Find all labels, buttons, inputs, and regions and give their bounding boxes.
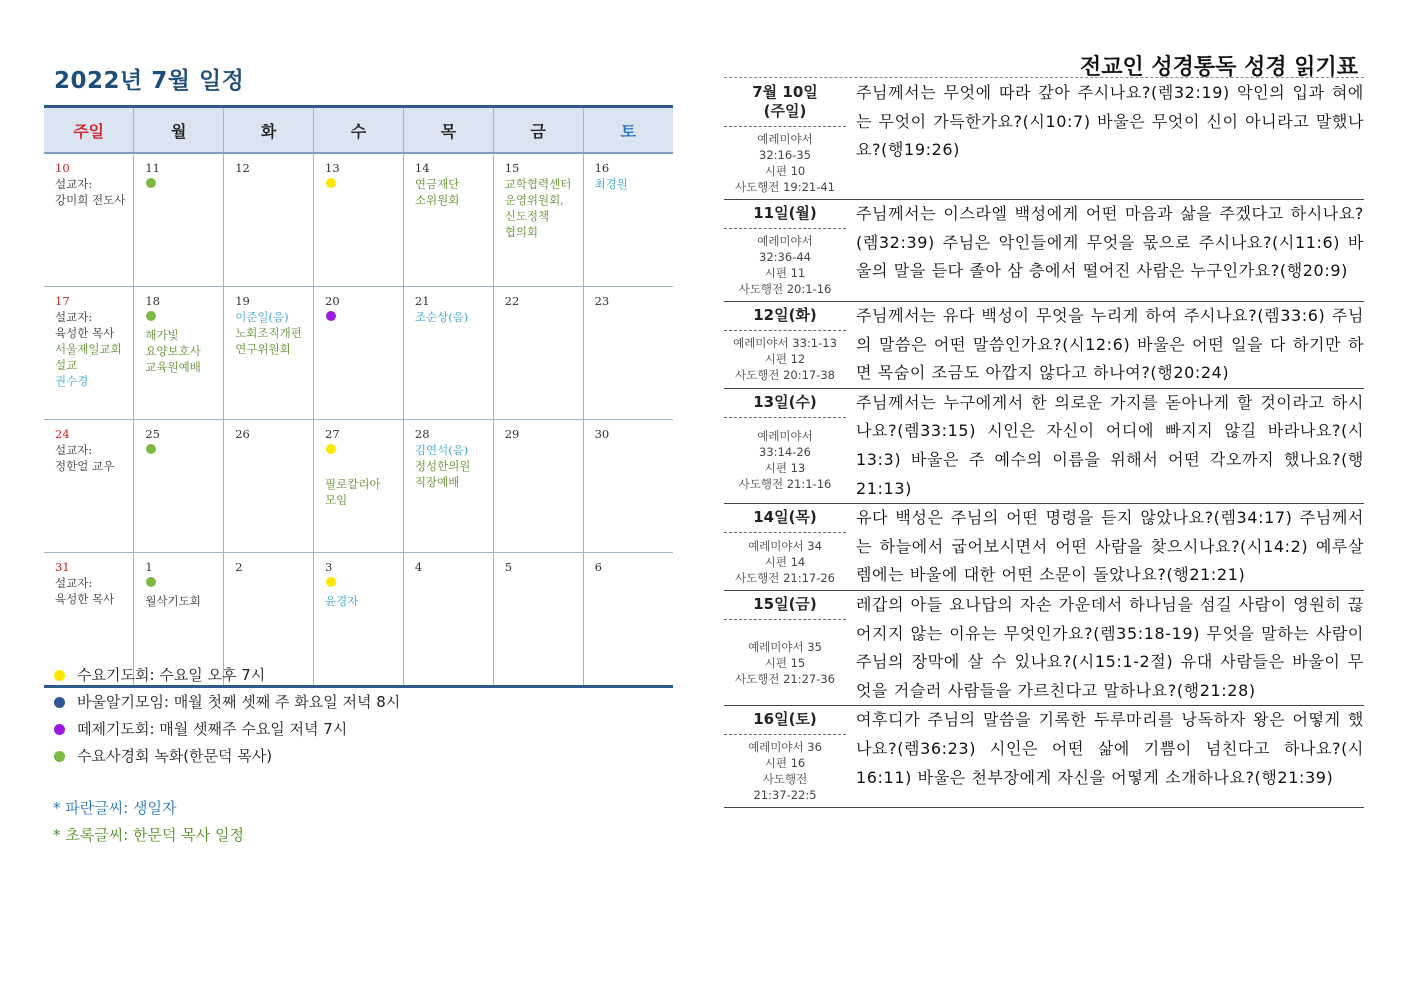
green-dot-icon (146, 444, 156, 454)
legend-item-taize-prayer (54, 716, 400, 743)
purple-dot-icon (54, 724, 65, 735)
legend-label: 수요사경회 녹화(한문덕 목사) (77, 747, 273, 765)
day-number: 28 (414, 427, 430, 441)
event-text: 조순상(음) (414, 310, 469, 324)
event-text: 설교자: (55, 443, 93, 457)
weekday-mon: 월 (134, 107, 224, 154)
event-text: 설교자: (55, 310, 93, 324)
event-text: 월삭기도회 (145, 594, 201, 608)
day-number: 5 (504, 560, 513, 574)
day-number: 26 (235, 427, 250, 441)
reading-date-line: 14일(목) (753, 508, 817, 527)
event-text: 필로칼리아 (325, 477, 381, 491)
reading-date (724, 591, 846, 620)
reading-reference: 예레미야서 (757, 234, 813, 248)
reading-questions: 여후디가 주님의 말씀을 기록한 두루마리를 낭독하자 왕은 어떻게 했나요?(렘36:23) 시인은 어떤 삶에 기쁨이 넘친다고 하나요?(시16:11) 바울은 천부장에게 자신을 어떻게 소개하나요?(행21:39) (856, 710, 1364, 787)
reading-reference: 사도행전 (762, 772, 808, 787)
reading-entry (724, 591, 1364, 706)
calendar-day-cell (224, 153, 314, 287)
event-text: 육성한 목사 (55, 326, 115, 340)
reading-reference: 사도행전 21:27-36 (734, 671, 835, 686)
event-text: 노회조직개편 (235, 326, 302, 340)
calendar-title: 2022년 7월 일정 (54, 68, 245, 94)
calendar-day-cell (583, 153, 673, 287)
reading-references (724, 331, 846, 388)
color-notes (53, 795, 244, 849)
reading-entry-meta (724, 504, 846, 590)
day-number: 31 (55, 560, 70, 574)
day-number: 11 (145, 161, 160, 175)
weekday-thu: 목 (403, 107, 493, 154)
weekday-header-row (44, 107, 673, 154)
reading-reference: 32:36-44 (759, 250, 811, 264)
weekday-sun: 주일 (44, 107, 134, 154)
calendar-day-cell (493, 287, 583, 420)
reading-references (724, 418, 846, 503)
reading-reference: 예레미야서 35 (748, 639, 822, 654)
event-text: 정성한의원 (414, 459, 471, 473)
purple-dot-icon (326, 311, 336, 321)
reading-date (724, 389, 846, 418)
reading-entry (724, 302, 1364, 389)
weekday-tue: 화 (224, 107, 314, 154)
calendar-day-cell (314, 287, 404, 420)
calendar-day-cell (583, 553, 673, 687)
reading-reference: 시편 10 (764, 164, 806, 178)
reading-date (724, 504, 846, 533)
reading-entry (724, 200, 1364, 302)
event-text: 연금재단 (414, 177, 460, 191)
event-text: 해가빛 (145, 328, 179, 342)
reading-reference: 시편 13 (764, 461, 806, 476)
day-number: 27 (325, 427, 340, 441)
reading-entry (724, 706, 1364, 808)
reading-entry (724, 79, 1364, 200)
event-text: 최경원 (594, 177, 628, 191)
day-number: 3 (325, 560, 333, 574)
calendar-day-cell (44, 287, 134, 420)
legend-label: 떼제기도회: 매월 셋째주 수요일 저녁 7시 (77, 720, 348, 738)
reading-entry-meta (724, 302, 846, 388)
calendar-day-cell (44, 420, 134, 553)
reading-date (724, 706, 846, 735)
reading-questions: 주님께서는 누구에게서 한 의로운 가지를 돋아나게 할 것이라고 하시나요?(렘33:15) 시인은 자신이 어디에 빠지지 않길 바라나요?(시13:3) 바울은 주 예수의 이름을 위해서 어떤 각오까지 했나요?(행21:13) (856, 392, 1364, 498)
reading-date (724, 200, 846, 229)
reading-reference: 예레미야서 (757, 132, 813, 146)
reading-reference: 시편 15 (764, 655, 806, 670)
reading-date-line: 15일(금) (753, 594, 817, 613)
day-number: 19 (235, 294, 250, 308)
day-number: 10 (55, 161, 70, 175)
reading-date (724, 79, 846, 127)
reading-date (724, 302, 846, 331)
reading-entry (724, 504, 1364, 591)
reading-questions: 유다 백성은 주님의 어떤 명령을 듣지 않았나요?(렘34:17) 주님께서는 하늘에서 굽어보시면서 어떤 사람을 찾으시나요?(시14:2) 예루살렘에는 바울에 대한 어떤 소문이 돌았나요?(행21:21) (856, 508, 1364, 585)
event-text: 이준일(음) (235, 310, 289, 324)
reading-plan-list (724, 79, 1364, 808)
event-text: 협의회 (504, 225, 539, 239)
event-text: 신도정책 (504, 209, 550, 223)
calendar-day-cell (44, 153, 134, 287)
legend-item-wednesday-prayer (54, 662, 400, 689)
yellow-dot-icon (54, 670, 65, 681)
reading-plan-title: 전교인 성경통독 성경 읽기표 (1080, 55, 1359, 80)
calendar-day-cell (583, 420, 673, 553)
event-text: 운영위원회, (504, 193, 564, 207)
event-text: 설교 (55, 358, 78, 372)
day-number: 24 (55, 427, 70, 441)
reading-references (724, 533, 846, 590)
legend-item-paul-study (54, 689, 400, 716)
calendar-day-cell (134, 420, 224, 553)
reading-date-line: 16일(토) (753, 710, 817, 729)
calendar-week-row (44, 420, 673, 553)
event-text: 교학협력센터 (504, 177, 572, 191)
reading-questions: 주님께서는 무엇에 따라 갚아 주시나요?(렘32:19) 악인의 입과 혀에는 무엇이 가득한가요?(시10:7) 바울은 무엇이 신이 아니라고 말했나요?(행19:26) (856, 83, 1364, 160)
yellow-dot-icon (326, 444, 336, 454)
event-text: 교육원예배 (145, 360, 201, 374)
green-dot-icon (54, 751, 65, 762)
reading-questions: 주님께서는 이스라엘 백성에게 어떤 마음과 삶을 주겠다고 하시나요?(렘32:39) 주님은 악인들에게 무엇을 몫으로 주시나요?(시11:6) 바울의 말을 듣다 졸아 삼 층에서 떨어진 사람은 누구인가요?(행20:9) (856, 204, 1364, 281)
reading-reference: 시편 14 (764, 554, 806, 569)
reading-reference: 32:16-35 (759, 148, 811, 162)
calendar-day-cell (493, 420, 583, 553)
calendar-day-cell (403, 553, 493, 687)
reading-reference: 사도행전 20:17-38 (734, 368, 835, 383)
reading-reference: 사도행전 21:17-26 (734, 570, 835, 585)
day-number: 18 (145, 294, 160, 308)
event-text: 권수경 (55, 374, 89, 388)
calendar-day-cell (403, 287, 493, 420)
event-text: 윤경자 (325, 594, 359, 608)
reading-reference: 예레미야서 33:1-13 (733, 336, 837, 351)
event-text: 서울제일교회 (55, 342, 122, 356)
day-number: 22 (504, 294, 520, 308)
reading-reference: 사도행전 21:1-16 (738, 477, 832, 492)
calendar-day-cell (583, 287, 673, 420)
reading-references (724, 735, 846, 807)
reading-entry-meta (724, 706, 846, 807)
calendar-day-cell (403, 153, 493, 287)
calendar-day-cell (493, 553, 583, 687)
reading-entry (724, 389, 1364, 504)
weekday-fri: 금 (493, 107, 583, 154)
reading-references (724, 620, 846, 705)
reading-reference: 사도행전 20:1-16 (738, 282, 832, 296)
calendar-day-cell (224, 420, 314, 553)
day-number: 29 (504, 427, 520, 441)
day-number: 16 (594, 161, 610, 175)
yellow-dot-icon (326, 577, 336, 587)
navy-dot-icon (54, 697, 65, 708)
event-text: 소위원회 (414, 193, 460, 207)
calendar-week-row (44, 287, 673, 420)
reading-reference: 사도행전 19:21-41 (734, 180, 835, 194)
calendar-table (44, 105, 673, 688)
day-number: 23 (594, 294, 610, 308)
event-text: 요양보호사 (145, 344, 201, 358)
legend-label: 바울알기모임: 매월 첫째 셋째 주 화요일 저녁 8시 (77, 693, 401, 711)
event-text (325, 460, 403, 476)
event-text: 육성한 목사 (55, 592, 115, 606)
reading-reference: 33:14-26 (759, 445, 811, 460)
reading-entry-meta (724, 200, 846, 301)
reading-entry-meta (724, 591, 846, 705)
reading-reference: 예레미야서 36 (748, 740, 822, 755)
reading-reference: 예레미야서 34 (748, 538, 822, 553)
day-number: 30 (594, 427, 610, 441)
reading-references (724, 229, 846, 301)
reading-questions: 레갑의 아들 요나답의 자손 가운데서 하나님을 섬길 사람이 영원히 끊어지지 않는 이유는 무엇인가요?(렘35:18-19) 무엇을 말하는 사람이 주님의 장막에 살 수 있나요?(시15:1-2절) 유대 사람들은 바울이 무엇을 거슬러 사람들을 가르친다고 말하나요?(행21:28) (856, 594, 1364, 700)
reading-reference: 시편 16 (764, 756, 806, 771)
event-text: 설교자: (55, 177, 93, 191)
reading-date-line: (주일) (763, 102, 807, 120)
green-dot-icon (146, 311, 156, 321)
event-text: 정한얼 교우 (55, 459, 115, 473)
event-text: 모임 (325, 493, 348, 507)
day-number: 25 (145, 427, 160, 441)
legend-label: 수요기도회: 수요일 오후 7시 (77, 666, 266, 684)
calendar-day-cell (403, 420, 493, 553)
reading-entry-meta (724, 389, 846, 503)
day-number: 2 (235, 560, 243, 574)
reading-date-line: 11일(월) (753, 204, 817, 222)
day-number: 20 (325, 294, 340, 308)
reading-references (724, 127, 846, 199)
event-text: 직장예배 (414, 475, 460, 489)
event-text: 연구위원회 (235, 342, 291, 356)
reading-plan-divider (724, 77, 1364, 78)
reading-questions: 주님께서는 유다 백성이 무엇을 누리게 하여 주시나요?(렘33:6) 주님의 말씀은 어떤 말씀인가요?(시12:6) 바울은 어떤 일을 다 하기만 하면 목숨이 조금도 아깝지 않다고 하나여?(행20:24) (856, 306, 1364, 383)
day-number: 21 (414, 294, 430, 308)
day-number: 15 (504, 161, 520, 175)
reading-entry-meta (724, 79, 846, 199)
day-number: 1 (145, 560, 153, 574)
reading-reference: 시편 11 (764, 266, 806, 280)
reading-date-line: 12일(화) (753, 306, 817, 324)
legend (54, 662, 400, 770)
reading-reference: 예레미야서 (757, 429, 813, 444)
note-green-text: * 초록글씨: 한문덕 목사 일정 (53, 826, 245, 844)
day-number: 4 (414, 560, 423, 574)
calendar-week-row (44, 153, 673, 287)
calendar-day-cell (493, 153, 583, 287)
reading-date-line: 7월 10일 (752, 83, 818, 101)
calendar-day-cell (134, 153, 224, 287)
event-text: 설교자: (55, 576, 93, 590)
event-text: 김연석(음) (414, 443, 469, 457)
green-dot-icon (146, 178, 156, 188)
calendar-day-cell (314, 153, 404, 287)
reading-reference: 시편 12 (764, 352, 806, 367)
calendar-day-cell (224, 287, 314, 420)
day-number: 14 (414, 161, 430, 175)
reading-date-line: 13일(수) (753, 392, 817, 411)
calendar-day-cell (314, 420, 404, 553)
day-number: 13 (325, 161, 340, 175)
calendar-body (44, 153, 673, 687)
calendar-day-cell (134, 287, 224, 420)
green-dot-icon (146, 577, 156, 587)
day-number: 6 (594, 560, 602, 574)
reading-reference: 21:37-22:5 (753, 788, 817, 803)
weekday-sat: 토 (583, 107, 673, 154)
day-number: 17 (55, 294, 70, 308)
event-text: 강미희 전도사 (55, 193, 126, 207)
weekday-wed: 수 (314, 107, 404, 154)
day-number: 12 (235, 161, 250, 175)
legend-item-bible-study-recording (54, 743, 400, 770)
note-blue-text: * 파란글씨: 생일자 (53, 799, 177, 817)
yellow-dot-icon (326, 178, 336, 188)
